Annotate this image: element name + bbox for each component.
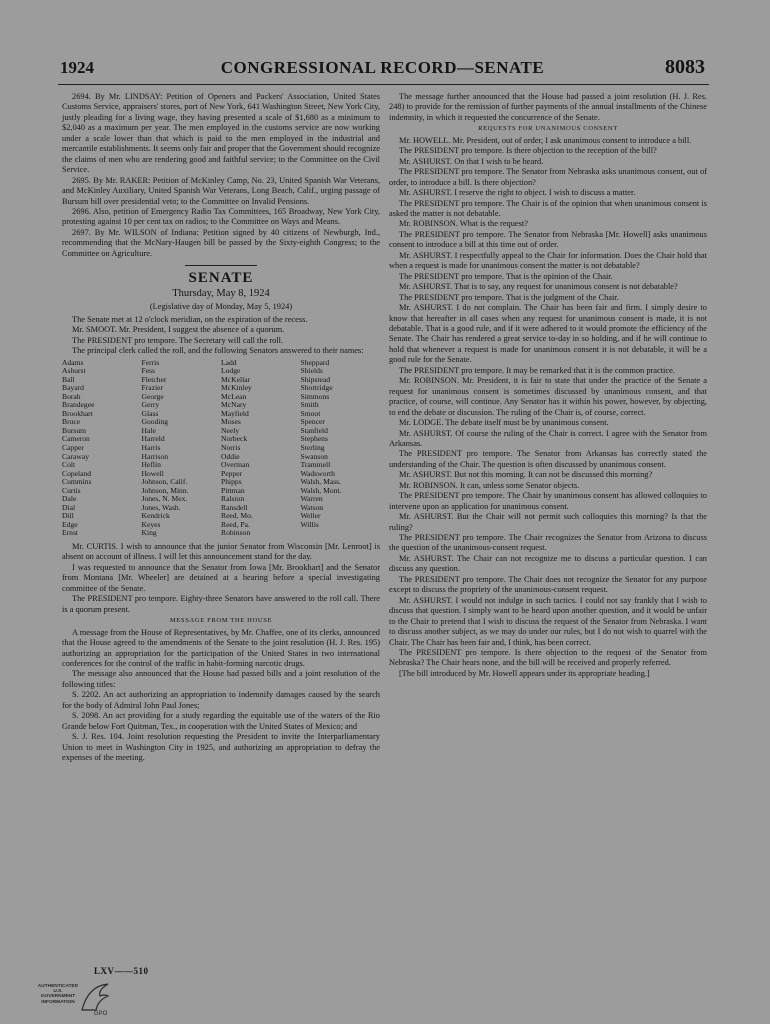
session-date: Thursday, May 8, 1924 <box>172 288 270 300</box>
senator-name: Moses <box>221 417 241 427</box>
senator-name: Johnson, Minn. <box>141 485 189 495</box>
senator-name: Hale <box>141 425 156 435</box>
senator-name: Oddie <box>221 451 240 461</box>
senator-name: Bayard <box>62 383 84 393</box>
message-paragraph: S. J. Res. 104. Joint resolution requesting the President to invite the Interparliamentary Union to meet in Washington City in 1925, and authorizing an appropriation to defray the expenses of the meeting. <box>62 732 380 763</box>
house-message <box>62 628 380 764</box>
debate-paragraph: The PRESIDENT pro tempore. The Senator from Nebraska [Mr. Howell] asks unanimous consent to introduce a bill at this time out of order. <box>389 229 707 250</box>
senator-name: Watson <box>300 502 324 512</box>
senator-name: Johnson, Calif. <box>141 477 188 487</box>
debate-paragraph: Mr. ASHURST. The Chair can not recognize me to discuss a particular question. I can discuss any question. <box>389 553 707 574</box>
seal-mark: GPO <box>94 1011 108 1016</box>
debate-paragraph: Mr. ROBINSON. Mr. President, it is fair to state that under the practice of the Senate a request for unanimous consent is sometimes discussed by unanimous consent, and that practice, of course, will continue. Any Senator has it within his power, however, by objecting, to end the debate or discussion. The ruling of the Chair is, of course, correct. <box>389 376 707 417</box>
header-rule <box>58 84 709 85</box>
senator-name: Reed, Pa. <box>221 519 250 529</box>
senator-name: Brookhart <box>62 408 93 418</box>
senator-name: Ferris <box>141 357 160 367</box>
senator-name: McKinley <box>221 383 252 393</box>
debate-paragraph: Mr. ASHURST. But not this morning. It can not be discussed this morning? <box>399 470 653 480</box>
senator-name: King <box>141 528 157 538</box>
petition-paragraph: 2696. Also, petition of Emergency Radio Tax Committees, 165 Broadway, New York City, protesting against 10 per cent tax on radios; to the Committee on Ways and Means. <box>62 206 380 227</box>
senator-name: Harris <box>141 442 161 452</box>
senator-name: Harreld <box>141 434 165 444</box>
petitions-section <box>62 92 380 259</box>
senator-name: Fess <box>141 366 156 376</box>
senator-name: Copeland <box>62 468 92 478</box>
senator-name: Trammell <box>300 460 331 470</box>
senator-name: Smith <box>300 400 319 410</box>
senator-name: Borah <box>62 391 81 401</box>
senator-name: Shortridge <box>300 383 333 393</box>
senator-name: Ralston <box>221 494 245 504</box>
senator-name: Colt <box>62 460 76 470</box>
announcement-paragraph: The PRESIDENT pro tempore. Eighty-three Senators have answered to the roll call. There is a quorum present. <box>62 594 380 614</box>
senator-name: Gooding <box>141 417 169 427</box>
eagle-seal-icon <box>78 980 112 1016</box>
senator-name: Dill <box>62 511 74 521</box>
roll-column <box>142 359 222 538</box>
senator-name: Dial <box>62 502 76 512</box>
senator-name: Smoot <box>300 408 321 418</box>
gpo-authentication-seal <box>36 980 114 1018</box>
header-year: 1924 <box>60 58 94 77</box>
debate-paragraph: The PRESIDENT pro tempore. Is there objection to the request of the Senator from Nebraska? The Chair hears none, and the bill will be received and properly referred. <box>389 648 707 668</box>
petition-paragraph: 2695. By Mr. RAKER: Petition of McKinley Camp, No. 23, United Spanish War Veterans, and McKinley Auxiliary, United Spanish War Veterans, Long Beach, Calif., urging passage of Bursum bill over presidential veto; to the Committee on Invalid Pensions. <box>62 175 380 206</box>
senator-name: Shields <box>300 366 323 376</box>
senator-name: Sterling <box>300 442 325 452</box>
senator-name: Bursum <box>62 425 87 435</box>
debate-paragraph: Mr. ASHURST. I respectfully appeal to the Chair for information. Does the Chair hold that when a request is made for unanimous consent the matter is not debatable? <box>389 250 707 271</box>
senator-name: Warren <box>300 494 323 504</box>
seal-text-line: U.S. GOVERNMENT <box>40 989 76 1000</box>
petition-paragraph: 2694. By Mr. LINDSAY: Petition of Openers and Packers' Association, United States Customs Service, appraisers' stores, port of New York, 641 Washington Street, New York City, justly pleading for a living wage, they having presented a scale of $1,680 as a minimum to $2,040 as a maximum per year. The men employed in the customs service are now working under a scale lower than that which is paid to the men employed in the industrial and mercantile establishments. It seems only fair and proper that the Government should recognize the claims of men who are rendering good and faithful service; to the Committee on the Civil Service. <box>62 92 380 175</box>
left-column <box>62 92 380 764</box>
senator-name: Sheppard <box>300 357 330 367</box>
proceedings-paragraph: Mr. SMOOT. Mr. President, I suggest the absence of a quorum. <box>72 325 285 335</box>
debate-paragraph: The PRESIDENT pro tempore. The Senator from Nebraska asks unanimous consent, out of order, to introduce a bill. Is there objection? <box>389 167 707 187</box>
roll-column <box>62 359 142 538</box>
senator-name: McLean <box>221 391 247 401</box>
right-column <box>389 92 707 679</box>
senator-name: Kendrick <box>141 511 170 521</box>
debate-paragraph: Mr. ASHURST. But the Chair will not permit such colloquies this morning? Is that the ruling? <box>389 512 707 532</box>
senator-name: Shipstead <box>300 374 331 384</box>
senator-name: Mayfield <box>221 408 249 418</box>
header-title: CONGRESSIONAL RECORD—SENATE <box>220 58 545 77</box>
senator-name: Jones, Wash. <box>141 502 181 512</box>
seal-text-line: AUTHENTICATED <box>37 984 79 989</box>
volume-mark: LXV——510 <box>94 966 149 976</box>
senator-name: Phipps <box>221 477 242 487</box>
debate-paragraph: The PRESIDENT pro tempore. That is the judgment of the Chair. <box>399 292 619 302</box>
seal-text <box>36 984 80 1005</box>
debate-paragraph: Mr. ASHURST. I would not indulge in such tactics. I could not say frankly that I wish to discuss that question. I simply want to be heard upon another question, and it would be unfair to the Chair to pretend that I wish to discuss the request of the Senator from Nebraska. I want to discuss another subject, as we may do under our rules, but I do not wish to quarrel with the Chair. The Chair has been fair and, I think, has been correct. <box>389 595 707 647</box>
message-heading: MESSAGE FROM THE HOUSE <box>169 617 273 625</box>
proceedings-paragraph: The principal clerk called the roll, and the following Senators answered to their names: <box>72 346 364 356</box>
senator-name: Stephens <box>300 434 328 444</box>
roll-column <box>301 359 381 538</box>
message-continued: The message further announced that the House had passed a joint resolution (H. J. Res. 248) to provide for the remission of further payments of the annual installments of the Chinese indemnity, in which it requested the concurrence of the Senate. <box>389 92 707 122</box>
message-paragraph: A message from the House of Representatives, by Mr. Chaffee, one of its clerks, announced that the House agreed to the amendments of the Senate to the joint resolution (H. J. Res. 195) authorizing an appropriation for the participation of the United States in two international conferences for the control of the traffic in habit-forming narcotic drugs. <box>62 627 380 668</box>
roll-announcements <box>62 542 380 615</box>
section-divider <box>185 265 257 266</box>
debate-paragraph: The PRESIDENT pro tempore. The Senator from Arkansas has correctly stated the understanding of the Chair. The question is often discussed by unanimous consent. <box>389 449 707 469</box>
senator-name: Walsh, Mont. <box>300 485 342 495</box>
senator-name: Caraway <box>62 451 89 461</box>
senator-name: Frazier <box>141 383 164 393</box>
debate-paragraph: Mr. LODGE. The debate itself must be by unanimous consent. <box>399 418 609 428</box>
senator-name: McNary <box>221 400 247 410</box>
petition-paragraph: 2697. By Mr. WILSON of Indiana: Petition signed by 40 citizens of Newburgh, Ind., recommending that the McNary-Haugen bill be passed by the Sixty-eighth Congress; to the Committee on Agriculture. <box>62 227 380 258</box>
senator-name: Simmons <box>300 391 330 401</box>
debate-paragraph: The PRESIDENT pro tempore. The Chair recognizes the Senator from Arizona to discuss the question of the unanimous-consent request. <box>389 533 707 553</box>
senator-name: George <box>141 391 164 401</box>
seal-text-line: INFORMATION <box>41 999 75 1005</box>
debate-paragraph: Mr. ROBINSON. What is the request? <box>399 219 528 229</box>
senator-name: Gerry <box>141 400 160 410</box>
senator-name: Willis <box>300 519 319 529</box>
senator-name: Keyes <box>141 519 161 529</box>
senate-heading: SENATE <box>188 270 254 287</box>
debate-paragraph: [The bill introduced by Mr. Howell appears under its appropriate heading.] <box>399 668 650 678</box>
senator-name: Reed, Mo. <box>221 511 253 521</box>
debate-paragraph: The PRESIDENT pro tempore. The Chair by unanimous consent has allowed colloquies to intervene upon an application for unanimous consent. <box>389 491 707 511</box>
senator-name: Neely <box>221 425 240 435</box>
message-paragraph: S. 2202. An act authorizing an appropriation to indemnify damages caused by the search for the body of Admiral John Paul Jones; <box>62 690 380 710</box>
debate-paragraph: The PRESIDENT pro tempore. That is the opinion of the Chair. <box>399 271 613 281</box>
senator-name: Capper <box>62 442 84 452</box>
senator-name: Fletcher <box>141 374 167 384</box>
senator-name: Swanson <box>300 451 328 461</box>
senator-name: Norris <box>221 442 241 452</box>
senator-name: Cummins <box>62 477 92 487</box>
senator-name: Wadsworth <box>300 468 335 478</box>
senator-name: Norbeck <box>221 434 248 444</box>
proceedings-paragraph: The Senate met at 12 o'clock meridian, on the expiration of the recess. <box>72 314 308 324</box>
senator-name: Glass <box>141 408 159 418</box>
senator-name: Lodge <box>221 366 241 376</box>
debate-paragraph: Mr. ASHURST. I do not complain. The Chair has been fair and firm. I simply desire to know that hereafter in all cases when any request for unanimous consent is made, it is not debatable. That is a good rule, and if it were adhered to it would promote the efficiency of the Senate. The Chair has rendered a great service to-day in so holding, and if he will continue to hold that whenever a request is made for unanimous consent it is not debatable, it will be a good rule for the Senate. <box>389 303 707 365</box>
senator-name: Walsh, Mass. <box>300 477 342 487</box>
senator-name: Cameron <box>62 434 90 444</box>
senator-name: Howell <box>141 468 164 478</box>
unanimous-consent-debate <box>389 136 707 680</box>
senator-name: Overman <box>221 460 250 470</box>
debate-paragraph: Mr. ASHURST. That is to say, any request for unanimous consent is not debatable? <box>399 282 678 292</box>
debate-paragraph: The PRESIDENT pro tempore. The Chair is of the opinion that when unanimous consent is asked the matter is not debatable. <box>389 198 707 218</box>
senator-name: Ladd <box>221 357 237 367</box>
debate-paragraph: Mr. HOWELL. Mr. President, out of order, I ask unanimous consent to introduce a bill. <box>399 135 692 145</box>
message-paragraph: The message also announced that the House had passed bills and a joint resolution of the following titles: <box>62 669 380 689</box>
debate-paragraph: Mr. ASHURST. I reserve the right to object. I wish to discuss a matter. <box>399 188 636 198</box>
debate-paragraph: The PRESIDENT pro tempore. The Chair does not recognize the Senator for any purpose except to discuss the propriety of the unanimous-consent request. <box>389 574 707 595</box>
senator-name: Heflin <box>141 460 161 470</box>
senator-name: Dale <box>62 494 77 504</box>
senator-name: Ransdell <box>221 502 248 512</box>
debate-paragraph: Mr. ASHURST. Of course the ruling of the Chair is correct. I agree with the Senator from Arkansas. <box>389 428 707 448</box>
senator-name: Pepper <box>221 468 243 478</box>
unanimous-consent-heading: REQUESTS FOR UNANIMOUS CONSENT <box>478 125 618 133</box>
message-paragraph: S. 2098. An act providing for a study regarding the equitable use of the waters of the Rio Grande below Fort Quitman, Tex., in cooperation with the United States of Mexico; and <box>62 711 380 731</box>
announcement-paragraph: Mr. CURTIS. I wish to announce that the junior Senator from Wisconsin [Mr. Lenroot] is absent on account of illness. I will let this announcement stand for the day. <box>62 542 380 562</box>
senator-name: Jones, N. Mex. <box>141 494 188 504</box>
senator-name: Spencer <box>300 417 325 427</box>
debate-paragraph: The PRESIDENT pro tempore. It may be remarked that it is the common practice. <box>399 365 675 375</box>
senator-name: Adams <box>62 357 84 367</box>
senator-name: Brandegee <box>62 400 95 410</box>
debate-paragraph: Mr. ROBINSON. It can, unless some Senator objects. <box>399 480 580 490</box>
debate-paragraph: The PRESIDENT pro tempore. Is there objection to the reception of the bill? <box>399 146 657 156</box>
header-page-number: 8083 <box>665 56 705 78</box>
senator-name: Weller <box>300 511 321 521</box>
senator-name: Stanfield <box>300 425 328 435</box>
proceedings-paragraph: The PRESIDENT pro tempore. The Secretary will call the roll. <box>72 335 284 345</box>
debate-paragraph: Mr. ASHURST. On that I wish to be heard. <box>399 156 544 166</box>
senator-name: Ashurst <box>62 366 86 376</box>
announcement-paragraph: I was requested to announce that the Senator from Iowa [Mr. Brookhart] and the Senator from Montana [Mr. Wheeler] are detained at a hearing before a special investigating committee of the Senate. <box>62 562 380 593</box>
senator-name: Curtis <box>62 485 81 495</box>
senator-name: McKellar <box>221 374 251 384</box>
senator-name: Ball <box>62 374 75 384</box>
senator-name: Robinson <box>221 528 251 538</box>
senator-name: Ernst <box>62 528 79 538</box>
roll-call-list <box>62 359 380 538</box>
legislative-day: (Legislative day of Monday, May 5, 1924) <box>149 302 293 312</box>
senator-name: Bruce <box>62 417 81 427</box>
roll-column <box>221 359 301 538</box>
senator-name: Edge <box>62 519 78 529</box>
senator-name: Pittman <box>221 485 245 495</box>
senator-name: Harrison <box>141 451 169 461</box>
opening-proceedings <box>62 315 380 357</box>
